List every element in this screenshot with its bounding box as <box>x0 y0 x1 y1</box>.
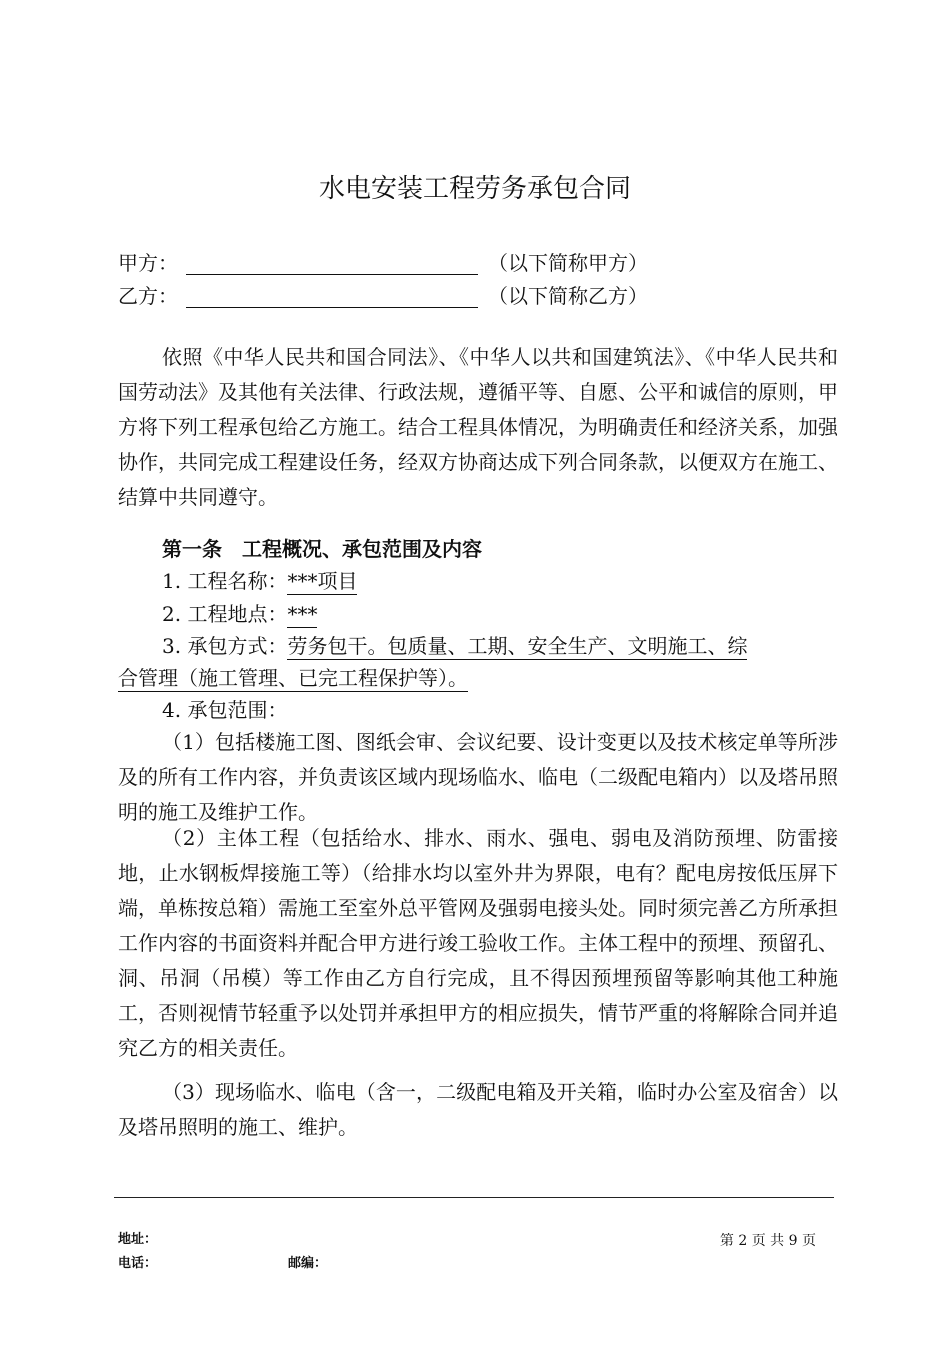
item-contract-method-label: 3. 承包方式： <box>162 634 288 658</box>
item-project-name-label: 1. 工程名称： <box>162 569 288 593</box>
party-a-row <box>118 247 838 279</box>
page-number: 第 2 页 共 9 页 <box>719 1233 816 1249</box>
article-1-heading: 第一条 工程概况、承包范围及内容 <box>162 537 482 561</box>
intro-paragraph: 依照《中华人民共和国合同法》、《中华人以共和国建筑法》、《中华人民共和国劳动法》及其他有关法律、行政法规，遵循平等、自愿、公平和诚信的原则，甲方将下列工程承包给乙方施工。结合工程具体情况，为明确责任和经济关系，加强协作，共同完成工程建设任务，经双方协商达成下列合同条款，以便双方在施工、结算中共同遵守。 <box>118 345 838 509</box>
party-a-blank-line[interactable] <box>186 274 478 275</box>
footer-phone-label: 电话： <box>118 1256 158 1271</box>
item-contract-method-value-line2: 合管理（施工管理、已完工程保护等）。 <box>118 666 468 690</box>
item-project-location-value: *** <box>287 602 318 626</box>
scope-item-3: （3）现场临水、临电（含一，二级配电箱及开关箱，临时办公室及宿舍）以及塔吊照明的施工、维护。 <box>118 1080 838 1139</box>
item-contract-method-value-line1: 劳务包干。包质量、工期、安全生产、文明施工、综 <box>287 634 748 658</box>
item-project-name <box>162 565 357 597</box>
item-contract-method-cont <box>118 662 468 694</box>
item-contract-scope-label: 4. 承包范围： <box>162 698 288 722</box>
party-a-note: （以下简称甲方） <box>488 251 648 275</box>
scope-item-1: （1）包括楼施工图、图纸会审、会议纪要、设计变更以及技术核定单等所涉及的所有工作内容，并负责该区域内现场临水、临电（二级配电箱内）以及塔吊照明的施工及维护工作。 <box>118 730 838 824</box>
item-project-name-value: ***项目 <box>287 569 358 593</box>
party-b-label: 乙方： <box>118 284 178 308</box>
party-b-blank-line[interactable] <box>186 307 478 308</box>
footer-postcode-label: 邮编： <box>288 1256 328 1271</box>
item-project-location-label: 2. 工程地点： <box>162 602 288 626</box>
party-b-row <box>118 280 838 312</box>
footer-divider <box>114 1197 834 1198</box>
document-title: 水电安装工程劳务承包合同 <box>318 174 631 204</box>
party-a-label: 甲方： <box>118 251 178 275</box>
item-project-location <box>162 598 317 630</box>
scope-item-2: （2）主体工程（包括给水、排水、雨水、强电、弱电及消防预埋、防雷接地，止水钢板焊接施工等）（给排水均以室外井为界限，电有？配电房按低压屏下端，单栋按总箱）需施工至室外总平管网及强弱电接头处。同时须完善乙方所承担工作内容的书面资料并配合甲方进行竣工验收工作。主体工程中的预埋、预留孔、洞、吊洞（吊模）等工作由乙方自行完成，且不得因预埋预留等影响其他工种施工，否则视情节轻重予以处罚并承担甲方的相应损失，情节严重的将解除合同并追究乙方的相关责任。 <box>118 826 838 1060</box>
party-b-note: （以下简称乙方） <box>488 284 648 308</box>
footer-address-label: 地址： <box>118 1232 158 1247</box>
item-contract-method <box>162 630 747 662</box>
